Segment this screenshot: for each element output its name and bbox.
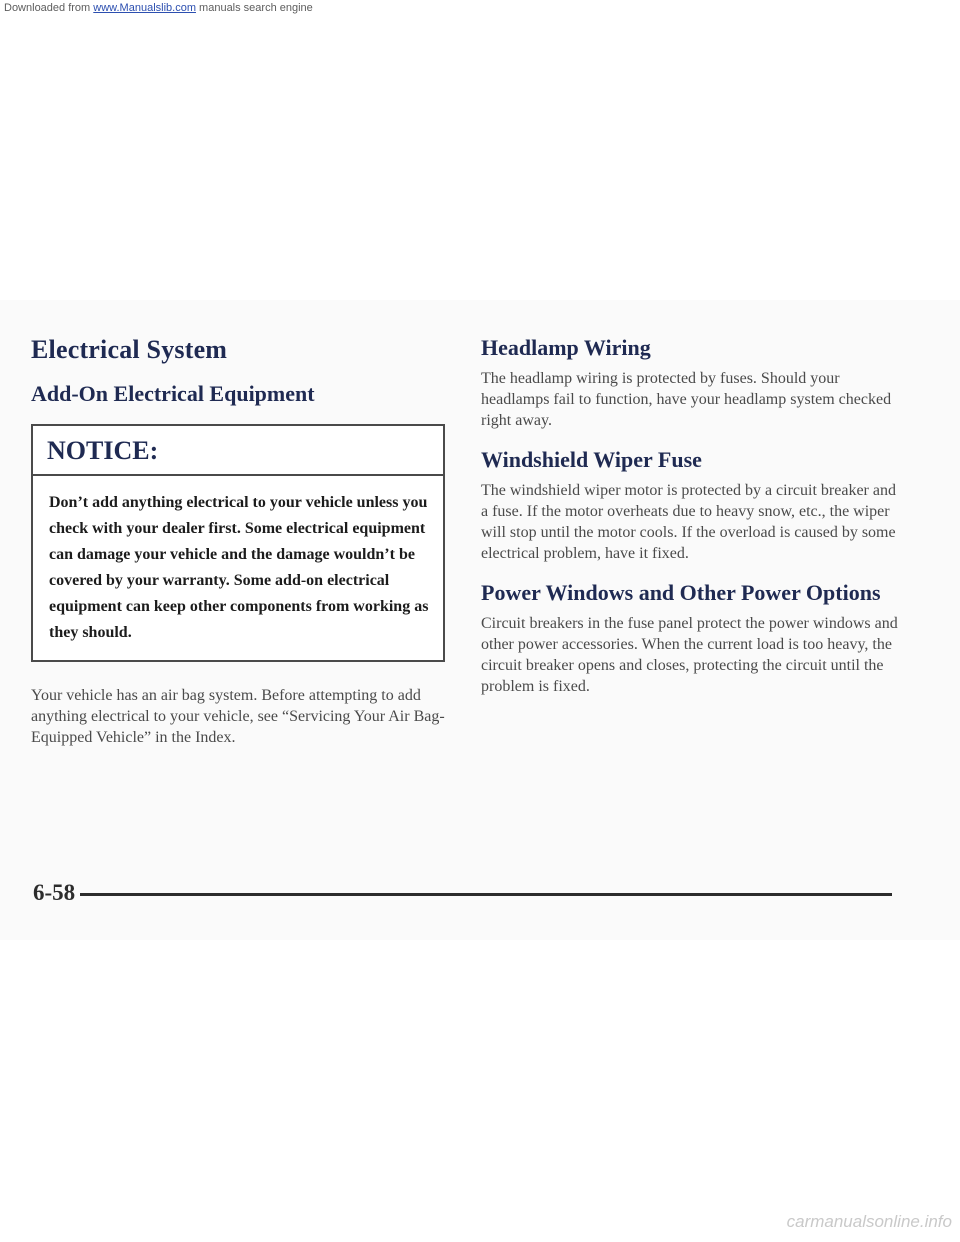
power-windows-title: Power Windows and Other Power Options: [481, 580, 881, 605]
manualslib-link[interactable]: www.Manualslib.com: [93, 2, 196, 14]
wiper-fuse-title: Windshield Wiper Fuse: [481, 447, 702, 472]
section-title: Electrical System: [31, 335, 228, 364]
air-bag-paragraph: Your vehicle has an air bag system. Before attempting to add anything electrical to your vehicle, see “Servicing Your Air Bag-Equipped Vehicle” in the Index.: [31, 687, 445, 746]
left-column: [31, 335, 451, 748]
download-watermark: [4, 2, 313, 14]
right-column: [481, 335, 901, 697]
headlamp-wiring-body: The headlamp wiring is protected by fuses. Should your headlamps fail to function, have your headlamp system checked right away.: [481, 370, 892, 429]
page-number: 6-58: [33, 880, 76, 905]
headlamp-wiring-title: Headlamp Wiring: [481, 335, 651, 360]
notice-heading: NOTICE:: [33, 426, 443, 476]
subsection-title: Add-On Electrical Equipment: [31, 381, 315, 406]
watermark-suffix: manuals search engine: [199, 2, 313, 14]
watermark-prefix: Downloaded from: [4, 2, 91, 14]
notice-box: [31, 424, 445, 662]
site-watermark: carmanualsonline.info: [786, 1212, 952, 1231]
notice-body: Don’t add anything electrical to your vehicle unless you check with your dealer first. Some electrical equipment can damage your vehicle and the damage wouldn’t be covered by your warranty. Some add-on electrical equipment can keep other components from working as they should.: [49, 494, 429, 641]
wiper-fuse-body: The windshield wiper motor is protected by a circuit breaker and a fuse. If the motor overheats due to heavy snow, etc., the wiper will stop until the motor cools. If the overload is caused by some electrical problem, have it fixed.: [481, 482, 896, 562]
footer-rule: [80, 893, 892, 896]
power-windows-body: Circuit breakers in the fuse panel protect the power windows and other power accessories. When the current load is too heavy, the circuit breaker opens and closes, protecting the circuit until the problem is fixed.: [481, 615, 898, 695]
